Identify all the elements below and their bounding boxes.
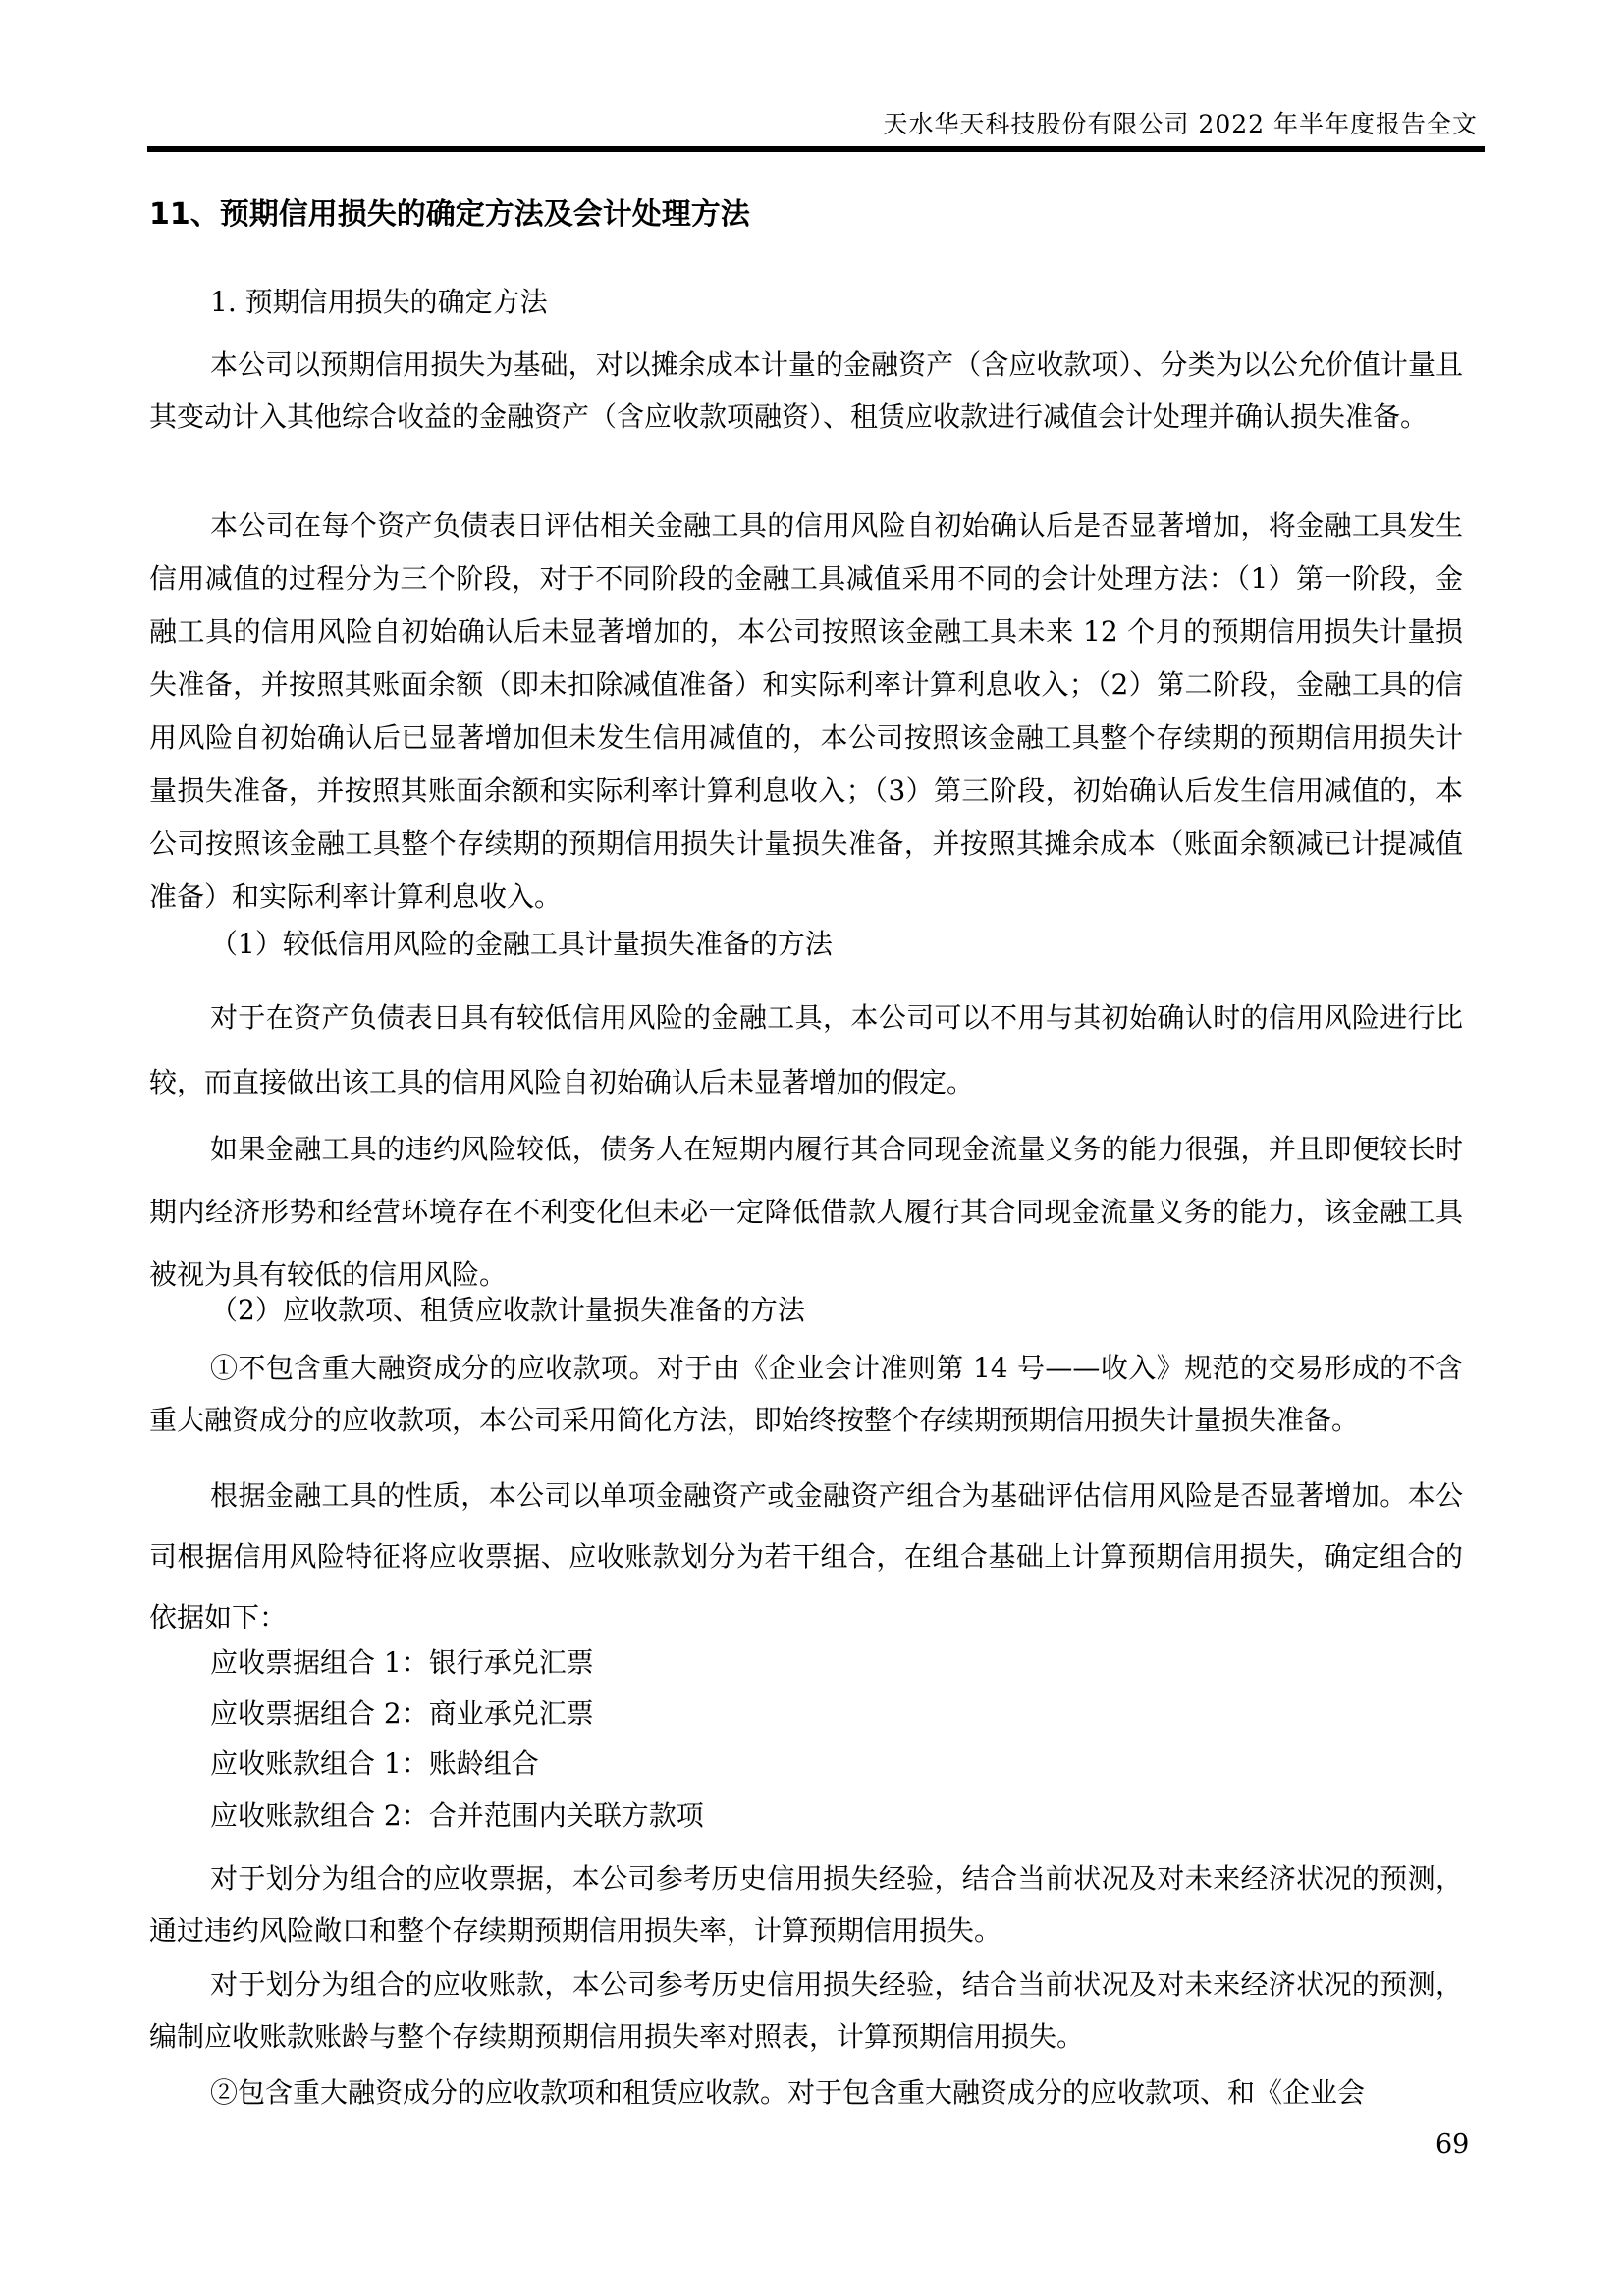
page-number: 69: [1435, 2129, 1470, 2160]
section-heading: 11、预期信用损失的确定方法及会计处理方法: [149, 197, 750, 232]
list-item: 应收账款组合 2：合并范围内关联方款项: [210, 1799, 704, 1832]
paragraph: ②包含重大融资成分的应收款项和租赁应收款。对于包含重大融资成分的应收款项、和《企业会: [210, 2076, 1366, 2109]
paragraph: 对于划分为组合的应收账款，本公司参考历史信用损失经验，结合当前状况及对未来经济状况的预测，编制应收账款账龄与整个存续期预期信用损失率对照表，计算预期信用损失。: [149, 1968, 1463, 2053]
header-divider: [147, 146, 1485, 152]
subheading-2: （1）较低信用风险的金融工具计量损失准备的方法: [210, 928, 833, 960]
running-header: 天水华天科技股份有限公司 2022 年半年度报告全文: [883, 110, 1478, 138]
paragraph: 根据金融工具的性质，本公司以单项金融资产或金融资产组合为基础评估信用风险是否显著增加。本公司根据信用风险特征将应收票据、应收账款划分为若干组合，在组合基础上计算预期信用损失，确定组合的依据如下：: [149, 1479, 1463, 1633]
paragraph: 如果金融工具的违约风险较低，债务人在短期内履行其合同现金流量义务的能力很强，并且即便较长时期内经济形势和经营环境存在不利变化但未必一定降低借款人履行其合同现金流量义务的能力，该金融工具被视为具有较低的信用风险。: [149, 1133, 1463, 1291]
list-item: 应收账款组合 1：账龄组合: [210, 1747, 539, 1780]
subheading-1: 1. 预期信用损失的确定方法: [210, 286, 548, 318]
paragraph: 对于划分为组合的应收票据，本公司参考历史信用损失经验，结合当前状况及对未来经济状况的预测，通过违约风险敞口和整个存续期预期信用损失率，计算预期信用损失。: [149, 1862, 1463, 1947]
list-item: 应收票据组合 1：银行承兑汇票: [210, 1646, 594, 1679]
paragraph: 对于在资产负债表日具有较低信用风险的金融工具，本公司可以不用与其初始确认时的信用风险进行比较，而直接做出该工具的信用风险自初始确认后未显著增加的假定。: [149, 1001, 1463, 1098]
paragraph: 本公司以预期信用损失为基础，对以摊余成本计量的金融资产（含应收款项）、分类为以公允价值计量且其变动计入其他综合收益的金融资产（含应收款项融资）、租赁应收款进行减值会计处理并确认损失准备。: [149, 348, 1463, 433]
paragraph: ①不包含重大融资成分的应收款项。对于由《企业会计准则第 14 号——收入》规范的交易形成的不含重大融资成分的应收款项，本公司采用简化方法，即始终按整个存续期预期信用损失计量损失准备。: [149, 1352, 1463, 1436]
paragraph: 本公司在每个资产负债表日评估相关金融工具的信用风险自初始确认后是否显著增加，将金融工具发生信用减值的过程分为三个阶段，对于不同阶段的金融工具减值采用不同的会计处理方法：（1）第一阶段，金融工具的信用风险自初始确认后未显著增加的，本公司按照该金融工具未来 12 个月的预期信用损失计量损失准备，并按照其账面余额（即未扣除减值准备）和实际利率计算利息收入；（2）第二阶段，金融工具的信用风险自初始确认后已显著增加但未发生信用减值的，本公司按照该金融工具整个存续期的预期信用损失计量损失准备，并按照其账面余额和实际利率计算利息收入；（3）第三阶段，初始确认后发生信用减值的，本公司按照该金融工具整个存续期的预期信用损失计量损失准备，并按照其摊余成本（账面余额减已计提减值准备）和实际利率计算利息收入。: [149, 509, 1463, 913]
subheading-3: （2）应收款项、租赁应收款计量损失准备的方法: [210, 1294, 805, 1326]
list-item: 应收票据组合 2：商业承兑汇票: [210, 1697, 594, 1730]
